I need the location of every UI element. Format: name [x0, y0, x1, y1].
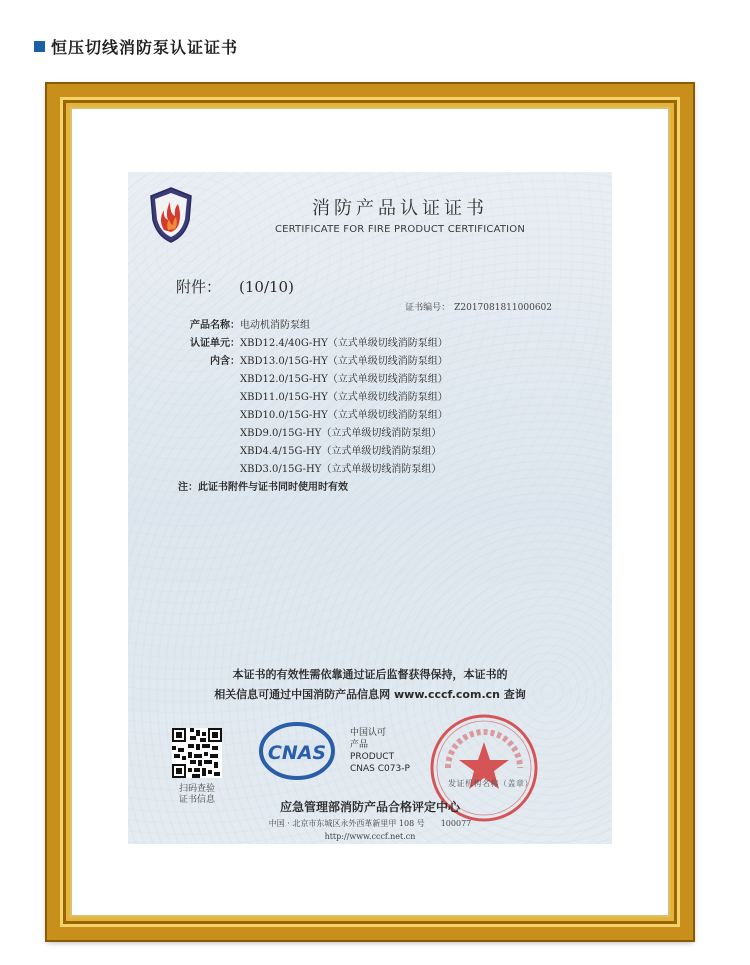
seal-caption: 发证机构名称（盖章）	[448, 779, 533, 788]
cert-number-label: 证书编号：	[405, 303, 451, 313]
attachment-line	[176, 276, 294, 297]
unit-item: XBD11.0/15G-HY（立式单级切线消防泵组）	[240, 392, 448, 403]
heading-marker-icon	[34, 41, 45, 52]
unit-label: 认证单元：	[190, 338, 240, 349]
cnas-line: 产品	[350, 740, 369, 750]
unit-row-7	[240, 460, 441, 475]
unit-row-4	[240, 406, 448, 421]
cnas-line: 中国认可	[350, 728, 387, 738]
unit-item: XBD10.0/15G-HY（立式单级切线消防泵组）	[240, 410, 448, 421]
unit-row-5	[240, 424, 441, 439]
validity-line-1: 本证书的有效性需依靠通过证后监督获得保持，本证书的	[232, 668, 508, 681]
heading-text: 恒压切线消防泵认证证书	[51, 37, 239, 57]
unit-row-1	[178, 352, 448, 367]
qr-caption-line-1: 扫码查验	[178, 784, 215, 794]
unit-item: XBD4.4/15G-HY（立式单级切线消防泵组）	[240, 446, 442, 457]
cnas-logo-icon	[258, 720, 336, 782]
unit-item: XBD3.0/15G-HY（立式单级切线消防泵组）	[240, 464, 442, 475]
issuer-address: 中国 · 北京市东城区永外西革新里甲 108 号 100077	[268, 819, 472, 828]
product-name-label: 产品名称：	[190, 320, 240, 331]
unit-row-3	[240, 388, 448, 403]
cnas-accreditation-text	[350, 727, 410, 775]
attachment-value: (10/10)	[239, 278, 294, 296]
unit-row-0	[178, 334, 448, 349]
issuer-website: http://www.cccf.net.cn	[324, 832, 416, 841]
certificate-title-en: CERTIFICATE FOR FIRE PRODUCT CERTIFICATION	[274, 224, 526, 235]
unit-row-6	[240, 442, 441, 457]
unit-item: XBD12.0/15G-HY（立式单级切线消防泵组）	[240, 374, 448, 385]
qr-caption-line-2: 证书信息	[178, 795, 215, 805]
certificate-document	[128, 172, 612, 844]
cnas-logo-text: CNAS	[267, 742, 327, 764]
validity-line-2: 相关信息可通过中国消防产品信息网 www.cccf.com.cn 查询	[214, 688, 526, 701]
section-heading	[34, 36, 238, 56]
cert-number-value: Z2017081811000602	[454, 303, 552, 313]
cnas-line: CNAS C073-P	[350, 764, 410, 774]
usage-note: 注：此证书附件与证书同时使用时有效	[178, 482, 348, 493]
product-name-value: 电动机消防泵组	[240, 320, 310, 331]
unit-row-2	[240, 370, 448, 385]
certificate-number	[405, 300, 552, 313]
attachment-label: 附件：	[176, 278, 222, 296]
qr-code-icon	[172, 728, 222, 778]
unit-item: XBD9.0/15G-HY（立式单级切线消防泵组）	[240, 428, 442, 439]
unit-item: XBD13.0/15G-HY（立式单级切线消防泵组）	[240, 356, 448, 367]
unit-item: XBD12.4/40G-HY（立式单级切线消防泵组）	[240, 338, 448, 349]
certificate-title-cn: 消防产品认证证书	[312, 198, 488, 219]
issuing-authority: 应急管理部消防产品合格评定中心	[279, 800, 460, 814]
product-name-row	[178, 316, 310, 331]
unit-contains-label: 内含：	[210, 356, 240, 367]
cnas-line: PRODUCT	[350, 752, 395, 762]
